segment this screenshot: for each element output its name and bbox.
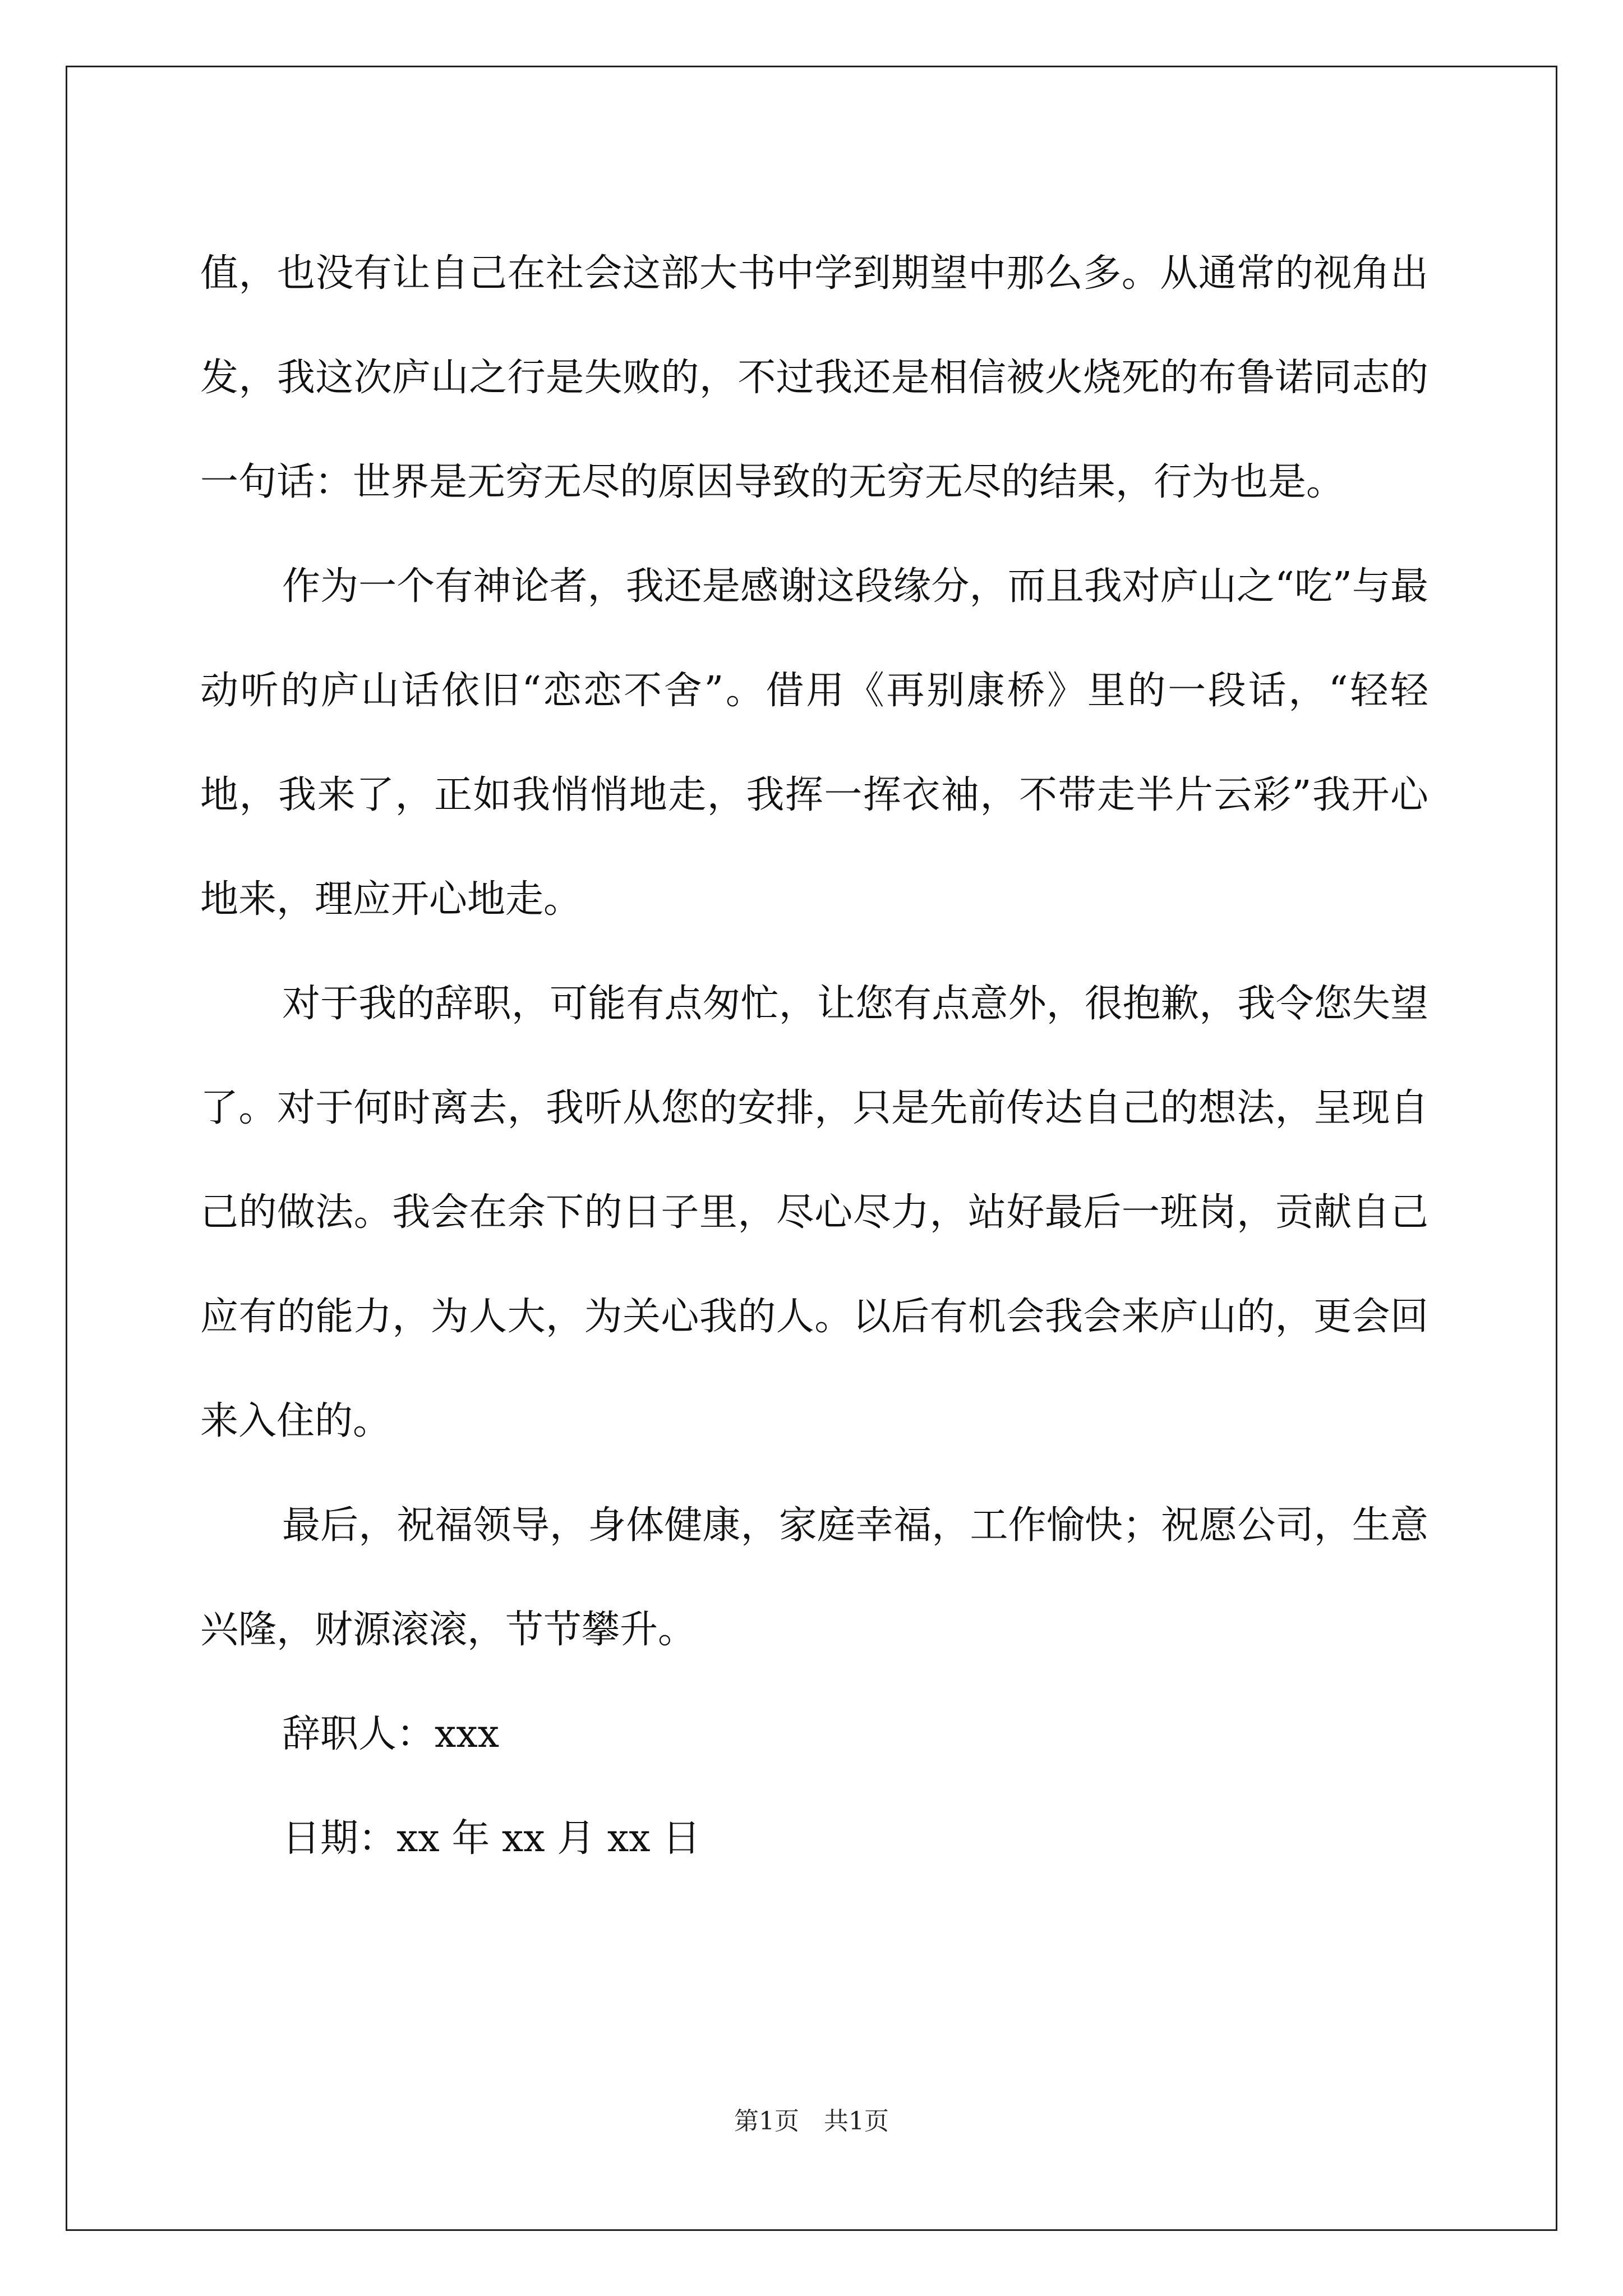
paragraph-continuation: 值，也没有让自己在社会这部大书中学到期望中那么多。从通常的视角出发，我这次庐山之行是失败的，不过我还是相信被火烧死的布鲁诺同志的一句话：世界是无穷无尽的原因导致的无穷无尽的结果，行为也是。 (200, 251, 1428, 504)
paragraph-resignation: 对于我的辞职，可能有点匆忙，让您有点意外，很抱歉，我令您失望了。对于何时离去，我听从您的安排，只是先前传达自己的想法，呈现自己的做法。我会在余下的日子里，尽心尽力，站好最后一班岗，贡献自己应有的能力，为人大，为关心我的人。以后有机会我会来庐山的，更会回来入住的。 (200, 982, 1428, 1443)
page-footer: 第1页 共1页 (734, 2107, 889, 2136)
paragraph-theist: 作为一个有神论者，我还是感谢这段缘分，而且我对庐山之“吃”与最动听的庐山话依旧“恋恋不舍”。借用《再别康桥》里的一段话，“轻轻地，我来了，正如我悄悄地走，我挥一挥衣袖，不带走半片云彩”我开心地来，理应开心地走。 (200, 564, 1428, 922)
paragraph-blessing: 最后，祝福领导，身体健康，家庭幸福，工作愉快；祝愿公司，生意兴隆，财源滚滚，节节攀升。 (200, 1503, 1428, 1652)
document-body (200, 222, 1428, 1891)
date-line: 日期：xx 年 xx 月 xx 日 (282, 1816, 701, 1861)
signature-line: 辞职人：xxx (282, 1712, 500, 1756)
